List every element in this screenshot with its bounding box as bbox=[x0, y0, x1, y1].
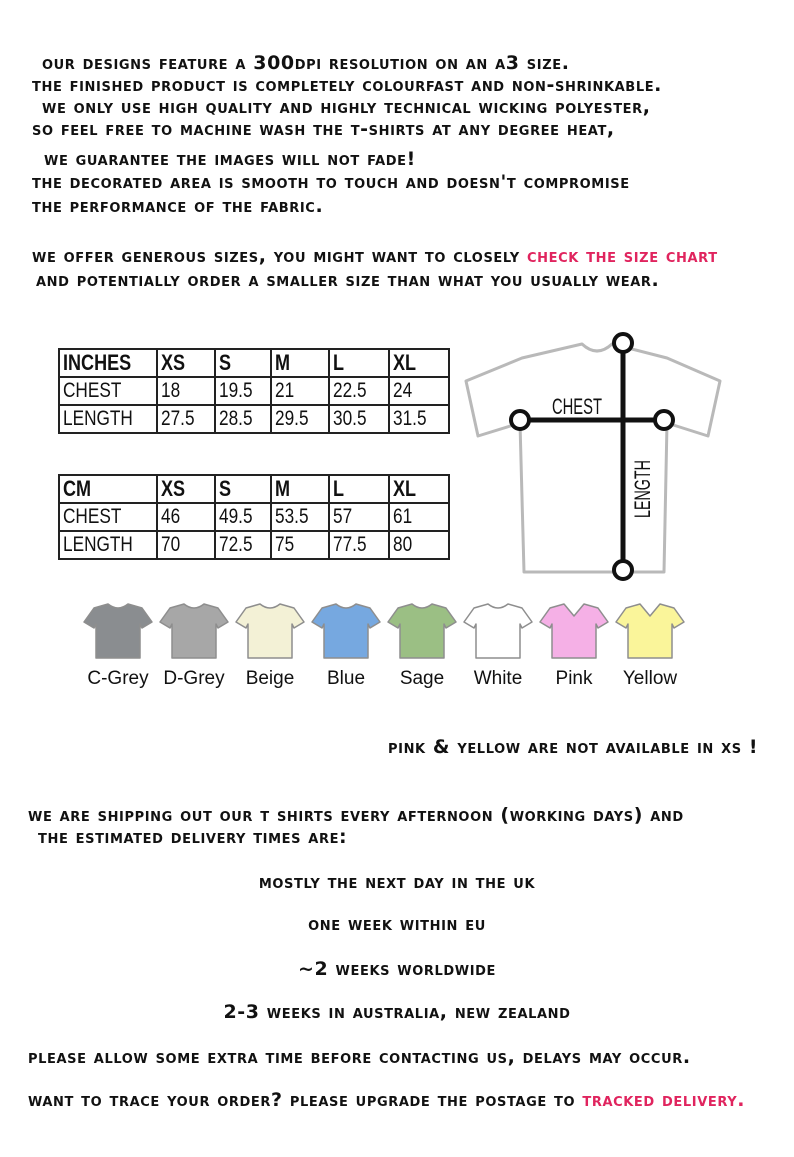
tshirt-icon bbox=[540, 604, 608, 658]
color-option-pink[interactable] bbox=[536, 600, 612, 690]
intro-line-3: we only use high quality and highly technical wicking polyester, bbox=[42, 96, 651, 118]
color-label: Pink bbox=[555, 668, 593, 689]
trace-order-prefix: want to trace your order? please upgrade the postage to bbox=[28, 1089, 583, 1111]
color-option-c-grey[interactable] bbox=[80, 600, 156, 690]
inches-header-l: L bbox=[329, 349, 389, 377]
shipping-line-2: the estimated delivery times are: bbox=[38, 826, 348, 848]
sizes-note-line-1 bbox=[32, 245, 718, 267]
sizes-note-line-2: and potentially order a smaller size than what you usually wear. bbox=[36, 269, 660, 291]
tshirt-icon bbox=[616, 604, 684, 658]
tshirt-icon bbox=[160, 604, 228, 658]
table-cell: LENGTH bbox=[59, 531, 157, 559]
color-label: Sage bbox=[399, 668, 445, 689]
color-label: Yellow bbox=[622, 668, 678, 689]
table-cell: 31.5 bbox=[389, 405, 449, 433]
intro-line-7: the performance of the fabric. bbox=[32, 195, 324, 217]
table-cell: 46 bbox=[157, 503, 215, 531]
table-cell: 27.5 bbox=[157, 405, 215, 433]
color-option-d-grey[interactable] bbox=[156, 600, 232, 690]
inches-size-table bbox=[58, 348, 450, 434]
table-cell: 70 bbox=[157, 531, 215, 559]
cm-header-s: S bbox=[215, 475, 271, 503]
trace-order-note bbox=[28, 1089, 745, 1111]
intro-line-6: the decorated area is smooth to touch and doesn't compromise bbox=[32, 171, 630, 193]
intro-line-2: the finished product is completely colourfast and non-shrinkable. bbox=[32, 74, 662, 96]
delivery-time-worldwide: ~2 weeks worldwide bbox=[297, 958, 497, 980]
check-size-chart-link[interactable]: check the size chart bbox=[527, 245, 718, 267]
inches-header-m: M bbox=[271, 349, 329, 377]
table-cell: 24 bbox=[389, 377, 449, 405]
inches-header-xl: XL bbox=[389, 349, 449, 377]
measure-point-icon bbox=[614, 561, 632, 579]
intro-line-4: so feel free to machine wash the t-shirts at any degree heat, bbox=[32, 118, 615, 140]
cm-header-xl: XL bbox=[389, 475, 449, 503]
availability-note: pink & yellow are not available in xs ! bbox=[388, 736, 759, 758]
table-cell: 77.5 bbox=[329, 531, 389, 559]
tshirt-measure-diagram bbox=[462, 326, 732, 582]
cm-header-l: L bbox=[329, 475, 389, 503]
delivery-time-uk: mostly the next day in the uk bbox=[258, 871, 536, 893]
table-cell: 21 bbox=[271, 377, 329, 405]
color-label: Blue bbox=[326, 668, 366, 689]
chest-label: CHEST bbox=[552, 394, 602, 419]
color-label: White bbox=[473, 668, 523, 689]
table-cell: 29.5 bbox=[271, 405, 329, 433]
intro-line-5: we guarantee the images will not fade! bbox=[44, 148, 416, 170]
cm-header-label: CM bbox=[59, 475, 157, 503]
cm-header-m: M bbox=[271, 475, 329, 503]
inches-header-label: INCHES bbox=[59, 349, 157, 377]
table-cell: 80 bbox=[389, 531, 449, 559]
table-cell: 72.5 bbox=[215, 531, 271, 559]
color-option-sage[interactable] bbox=[384, 600, 460, 690]
cm-header-row bbox=[59, 475, 449, 503]
color-label: C-Grey bbox=[87, 668, 149, 689]
table-cell: 30.5 bbox=[329, 405, 389, 433]
measure-point-icon bbox=[511, 411, 529, 429]
table-cell: 61 bbox=[389, 503, 449, 531]
table-cell: CHEST bbox=[59, 503, 157, 531]
color-option-yellow[interactable] bbox=[612, 600, 688, 690]
color-option-beige[interactable] bbox=[232, 600, 308, 690]
delivery-time-eu: one week within eu bbox=[308, 913, 486, 935]
color-option-white[interactable] bbox=[460, 600, 536, 690]
inches-length-row bbox=[59, 405, 449, 433]
color-option-blue[interactable] bbox=[308, 600, 384, 690]
delivery-time-australia: 2-3 weeks in australia, new zealand bbox=[223, 1001, 571, 1023]
allow-time-note: please allow some extra time before contacting us, delays may occur. bbox=[28, 1046, 691, 1068]
inches-header-row bbox=[59, 349, 449, 377]
tracked-delivery-link[interactable]: tracked delivery. bbox=[582, 1089, 746, 1111]
tshirt-icon bbox=[236, 604, 304, 658]
table-cell: CHEST bbox=[59, 377, 157, 405]
tshirt-icon bbox=[84, 604, 152, 658]
table-cell: 57 bbox=[329, 503, 389, 531]
table-cell: 28.5 bbox=[215, 405, 271, 433]
cm-header-xs: XS bbox=[157, 475, 215, 503]
cm-length-row bbox=[59, 531, 449, 559]
table-cell: 75 bbox=[271, 531, 329, 559]
tshirt-icon bbox=[312, 604, 380, 658]
table-cell: 22.5 bbox=[329, 377, 389, 405]
table-cell: 18 bbox=[157, 377, 215, 405]
intro-line-1: our designs feature a 300dpi resolution on an a3 size. bbox=[42, 52, 570, 74]
cm-chest-row bbox=[59, 503, 449, 531]
sizes-note-prefix: we offer generous sizes, you might want to closely bbox=[32, 245, 527, 267]
inches-header-s: S bbox=[215, 349, 271, 377]
color-label: D-Grey bbox=[163, 668, 225, 689]
measure-point-icon bbox=[614, 334, 632, 352]
tshirt-icon bbox=[388, 604, 456, 658]
color-options bbox=[80, 600, 700, 700]
measure-point-icon bbox=[655, 411, 673, 429]
length-label: LENGTH bbox=[630, 428, 655, 518]
table-cell: 49.5 bbox=[215, 503, 271, 531]
table-cell: 19.5 bbox=[215, 377, 271, 405]
tshirt-outline-icon bbox=[466, 344, 720, 572]
inches-header-xs: XS bbox=[157, 349, 215, 377]
tshirt-icon bbox=[464, 604, 532, 658]
table-cell: 53.5 bbox=[271, 503, 329, 531]
table-cell: LENGTH bbox=[59, 405, 157, 433]
cm-size-table bbox=[58, 474, 450, 560]
inches-chest-row bbox=[59, 377, 449, 405]
color-label: Beige bbox=[245, 668, 295, 689]
shipping-line-1: we are shipping out our t shirts every afternoon (working days) and bbox=[28, 804, 684, 826]
